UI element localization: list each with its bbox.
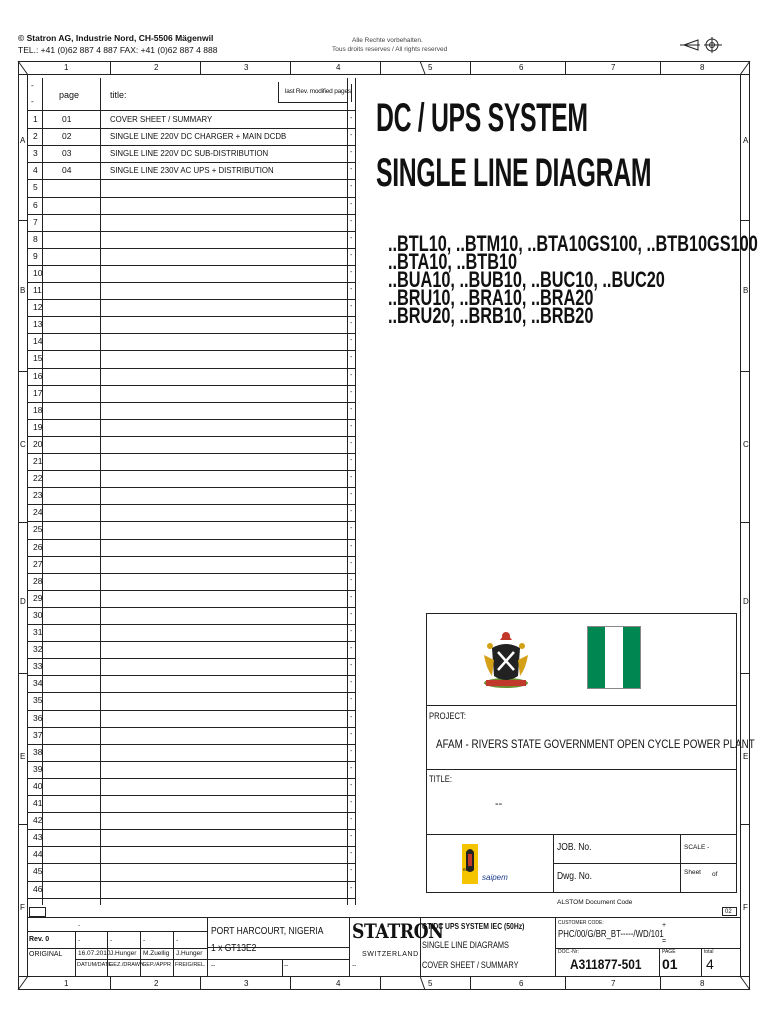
index-row-number: 17	[33, 387, 43, 398]
kks-code-line: ..BRU10, ..BRA10, ..BRA20	[388, 285, 594, 310]
index-row-number: 25	[33, 524, 43, 535]
index-row-rev: -	[350, 713, 353, 721]
dash-3: -	[110, 937, 113, 944]
index-row-rev: -	[350, 491, 353, 499]
total-label: total	[704, 949, 714, 955]
row-letter: D	[20, 597, 26, 606]
index-row-number: 16	[33, 370, 43, 381]
main-title-line-2: SINGLE LINE DIAGRAM	[376, 151, 652, 195]
main-title-line-1: DC / UPS SYSTEM	[376, 96, 588, 140]
index-row-number: 10	[33, 267, 43, 278]
statron-sub: SWITZERLAND	[362, 951, 419, 958]
column-number: 2	[154, 979, 159, 988]
index-row-rev: -	[350, 884, 353, 892]
index-row-number: 7	[33, 216, 38, 227]
doc-number: A311877-501	[570, 956, 642, 972]
index-row-rev: -	[350, 183, 353, 191]
column-number: 6	[519, 63, 524, 72]
column-number: 6	[519, 979, 524, 988]
location-text: PORT HARCOURT, NIGERIA	[211, 926, 324, 937]
index-row-number: 3	[33, 148, 38, 159]
index-row-rev: -	[350, 439, 353, 447]
index-row-rev: -	[350, 166, 353, 174]
index-row-title: SINGLE LINE 220V DC CHARGER + MAIN DCDB	[110, 131, 287, 142]
index-row-number: 4	[33, 165, 38, 176]
index-row-rev: -	[350, 645, 353, 653]
row-letter: C	[20, 440, 26, 449]
index-row-rev: -	[350, 132, 353, 140]
index-row-rev: -	[350, 628, 353, 635]
row-letter: E	[743, 752, 749, 761]
index-row-rev: -	[350, 781, 353, 789]
index-row-number: 22	[33, 473, 43, 484]
index-row-number: 33	[33, 661, 43, 672]
project-label: PROJECT:	[429, 711, 466, 721]
index-row-rev: -	[350, 149, 353, 157]
plus-symbol: +	[662, 922, 667, 929]
kks-code-line: ..BRU20, ..BRB10, ..BRB20	[388, 303, 594, 328]
eni-saipem-logo	[460, 842, 520, 888]
statron-logo: STATRON	[352, 919, 444, 943]
index-row-number: 45	[33, 866, 43, 877]
index-dash-bottom: -	[31, 97, 34, 106]
dash-1: -	[78, 922, 81, 929]
index-row-rev: -	[350, 200, 353, 208]
index-row-number: 26	[33, 541, 43, 552]
index-row-number: 35	[33, 695, 43, 706]
index-header-title: title:	[110, 90, 127, 100]
index-row-number: 2	[33, 131, 38, 142]
kks-code-line: ..BTL10, ..BTM10, ..BTA10GS100, ..BTB10GS100	[388, 231, 758, 256]
cover-text: COVER SHEET / SUMMARY	[422, 960, 519, 970]
index-row-title: COVER SHEET / SUMMARY	[110, 114, 213, 124]
index-row-rev: -	[350, 525, 353, 533]
index-row-rev: -	[350, 320, 353, 328]
eq-symbol: =	[662, 938, 667, 945]
column-number: 4	[336, 63, 341, 72]
index-row-rev: -	[350, 662, 353, 670]
index-row-number: 13	[33, 319, 43, 330]
index-row-number: 23	[33, 490, 43, 501]
row-letter: B	[20, 286, 26, 295]
index-row-rev: -	[350, 457, 353, 464]
index-row-number: 5	[33, 182, 38, 193]
small-dash-box	[29, 907, 46, 917]
label-rel: FREIG/REL.	[175, 962, 206, 968]
of-label: of	[712, 871, 718, 878]
index-row-number: 40	[33, 780, 43, 791]
row-letter: E	[20, 752, 26, 761]
total-pages: 4	[706, 956, 714, 972]
label-date: DATUM/DATE	[77, 962, 112, 968]
index-row-title: SINGLE LINE 220V DC SUB-DISTRIBUTION	[110, 148, 269, 159]
index-row-rev: -	[350, 799, 353, 806]
index-row-rev: -	[350, 850, 353, 858]
alstom-code-label: ALSTOM Document Code	[557, 899, 633, 906]
index-row-rev: -	[350, 593, 353, 601]
row-letter: C	[743, 440, 749, 449]
column-number: 3	[244, 63, 249, 72]
dash-5: -	[176, 937, 179, 944]
eni-text: eni	[463, 867, 470, 873]
row-letter: A	[743, 136, 749, 145]
column-number: 8	[700, 979, 705, 988]
title-value: --	[495, 798, 503, 810]
index-row-rev: -	[350, 371, 353, 379]
index-row-number: 21	[33, 456, 43, 466]
dashdash-1: --	[211, 962, 216, 969]
unit-text: 1 x GT13E2	[211, 943, 257, 954]
page-ref-number: 02	[725, 909, 732, 915]
index-row-rev: -	[350, 696, 353, 704]
index-row-page: 02	[62, 131, 72, 142]
index-row-page: 04	[62, 165, 72, 176]
kks-code-line: ..BUA10, ..BUB10, ..BUC10, ..BUC20	[388, 267, 665, 292]
index-row-rev: -	[350, 286, 353, 293]
index-row-number: 20	[33, 438, 43, 449]
index-row-number: 34	[33, 678, 43, 689]
original-label: ORIGINAL	[29, 951, 63, 958]
index-row-number: 36	[33, 712, 43, 723]
row-letter: D	[743, 597, 749, 606]
index-row-title: SINGLE LINE 230V AC UPS + DISTRIBUTION	[110, 165, 274, 176]
date-value: 16.07.2010	[78, 950, 111, 957]
rights-line-1: Alle Rechte vorbehalten.	[352, 37, 423, 44]
drawn-value: J.Hunger	[110, 950, 137, 957]
column-number: 5	[428, 979, 433, 988]
company-address: © Statron AG, Industrie Nord, CH-5506 Mägenwil	[18, 33, 214, 43]
project-name: AFAM - RIVERS STATE GOVERNMENT OPEN CYCLE POWER PLANT	[436, 737, 755, 751]
dashdash-2: --	[284, 962, 289, 969]
index-row-rev: -	[350, 542, 353, 550]
index-row-number: 41	[33, 798, 43, 808]
approved-value: J.Hunger	[176, 950, 203, 957]
row-letter: A	[20, 136, 26, 145]
index-row-rev: -	[350, 764, 353, 772]
column-number: 3	[244, 979, 249, 988]
index-row-rev: -	[350, 234, 353, 242]
index-row-rev: -	[350, 115, 353, 122]
index-row-number: 12	[33, 302, 43, 313]
index-row-number: 28	[33, 575, 43, 586]
index-row-rev: -	[350, 679, 353, 687]
column-number: 7	[611, 979, 616, 988]
index-row-number: 43	[33, 832, 43, 843]
index-row-number: 6	[33, 199, 38, 210]
index-row-rev: -	[350, 730, 353, 738]
row-letter: F	[20, 903, 25, 912]
column-number: 1	[64, 979, 69, 988]
index-row-rev: -	[350, 388, 353, 396]
title-label: TITLE:	[429, 774, 452, 784]
index-row-number: 24	[33, 507, 43, 518]
index-row-number: 1	[33, 114, 38, 124]
dashdash-3: --	[352, 962, 357, 969]
index-row-number: 8	[33, 233, 38, 244]
index-header-rev-label: last Rev.	[285, 88, 309, 95]
column-number: 5	[428, 63, 433, 72]
index-row-rev: -	[350, 354, 353, 362]
index-row-number: 18	[33, 404, 43, 415]
index-row-rev: -	[350, 816, 353, 824]
index-row-number: 32	[33, 644, 43, 655]
index-row-rev: -	[350, 747, 353, 755]
index-row-rev: -	[350, 867, 353, 875]
index-row-number: 44	[33, 849, 43, 860]
column-number: 7	[611, 63, 616, 72]
index-row-number: 29	[33, 592, 43, 603]
index-row-rev: -	[350, 576, 353, 584]
dash-4: -	[143, 937, 146, 944]
column-number: 2	[154, 63, 159, 72]
nigeria-flag-icon	[587, 626, 641, 689]
index-row-number: 39	[33, 763, 43, 774]
index-row-rev: -	[350, 422, 353, 430]
index-row-number: 31	[33, 627, 43, 637]
rights-line-2: Tous droits reserves / All rights reserved	[332, 46, 448, 53]
kks-code-line: ..BTA10, ..BTB10	[388, 249, 518, 274]
index-row-rev: -	[350, 559, 353, 567]
checked-value: M.Zuellig	[143, 950, 170, 957]
index-row-rev: -	[350, 217, 353, 225]
index-row-rev: -	[350, 474, 353, 482]
index-row-rev: -	[350, 610, 353, 618]
index-row-number: 30	[33, 609, 43, 620]
index-row-number: 11	[33, 285, 42, 295]
index-row-rev: -	[350, 303, 353, 311]
index-row-rev: -	[350, 268, 353, 276]
index-row-number: 38	[33, 746, 43, 757]
index-row-number: 27	[33, 558, 43, 569]
job-no-label: JOB. No.	[557, 842, 592, 853]
index-row-page: 01	[62, 114, 72, 124]
index-row-number: 14	[33, 336, 43, 347]
index-row-rev: -	[350, 337, 353, 345]
column-number: 1	[64, 63, 69, 72]
index-row-number: 42	[33, 815, 43, 826]
page-label: PAGE	[662, 949, 676, 955]
index-row-rev: -	[350, 833, 353, 841]
column-number: 4	[336, 979, 341, 988]
index-row-number: 37	[33, 729, 43, 740]
company-phone: TEL.: +41 (0)62 887 4 887 FAX: +41 (0)62 887 4 888	[18, 45, 218, 55]
customer-code: PHC/00/G/BR_BT-----/WD/101	[558, 929, 664, 940]
label-drawn: GEZ./DRAWN	[109, 962, 144, 968]
index-row-number: 19	[33, 421, 43, 432]
row-letter: F	[743, 903, 748, 912]
index-row-number: 46	[33, 883, 43, 894]
customer-code-label: CUSTOMER CODE:	[558, 920, 604, 926]
sld-text: SINGLE LINE DIAGRAMS	[422, 940, 509, 950]
index-row-rev: -	[350, 508, 353, 516]
index-row-number: 15	[33, 353, 43, 364]
scale-label: SCALE -	[684, 844, 710, 851]
index-row-page: 03	[62, 148, 72, 159]
dwg-no-label: Dwg. No.	[557, 871, 592, 882]
index-row-number: 9	[33, 250, 38, 261]
index-header-modified-label: modified pages	[309, 88, 351, 95]
index-dash-top: -	[31, 81, 34, 90]
index-row-rev: -	[350, 251, 353, 259]
sheet-label: Sheet	[684, 869, 701, 876]
rev-label: Rev. 0	[29, 936, 50, 943]
column-number: 8	[700, 63, 705, 72]
index-row-rev: -	[350, 405, 353, 413]
index-header-page: page	[59, 90, 80, 100]
dash-2: -	[78, 937, 81, 944]
doc-nr-label: DOC.-Nr:	[558, 949, 579, 955]
system-name: GT/DC UPS SYSTEM IEC (50Hz)	[422, 921, 525, 931]
row-letter: B	[743, 286, 749, 295]
page-number: 01	[662, 956, 678, 972]
label-appr: GEP./APPR	[142, 962, 171, 968]
saipem-text: saipem	[482, 873, 508, 882]
